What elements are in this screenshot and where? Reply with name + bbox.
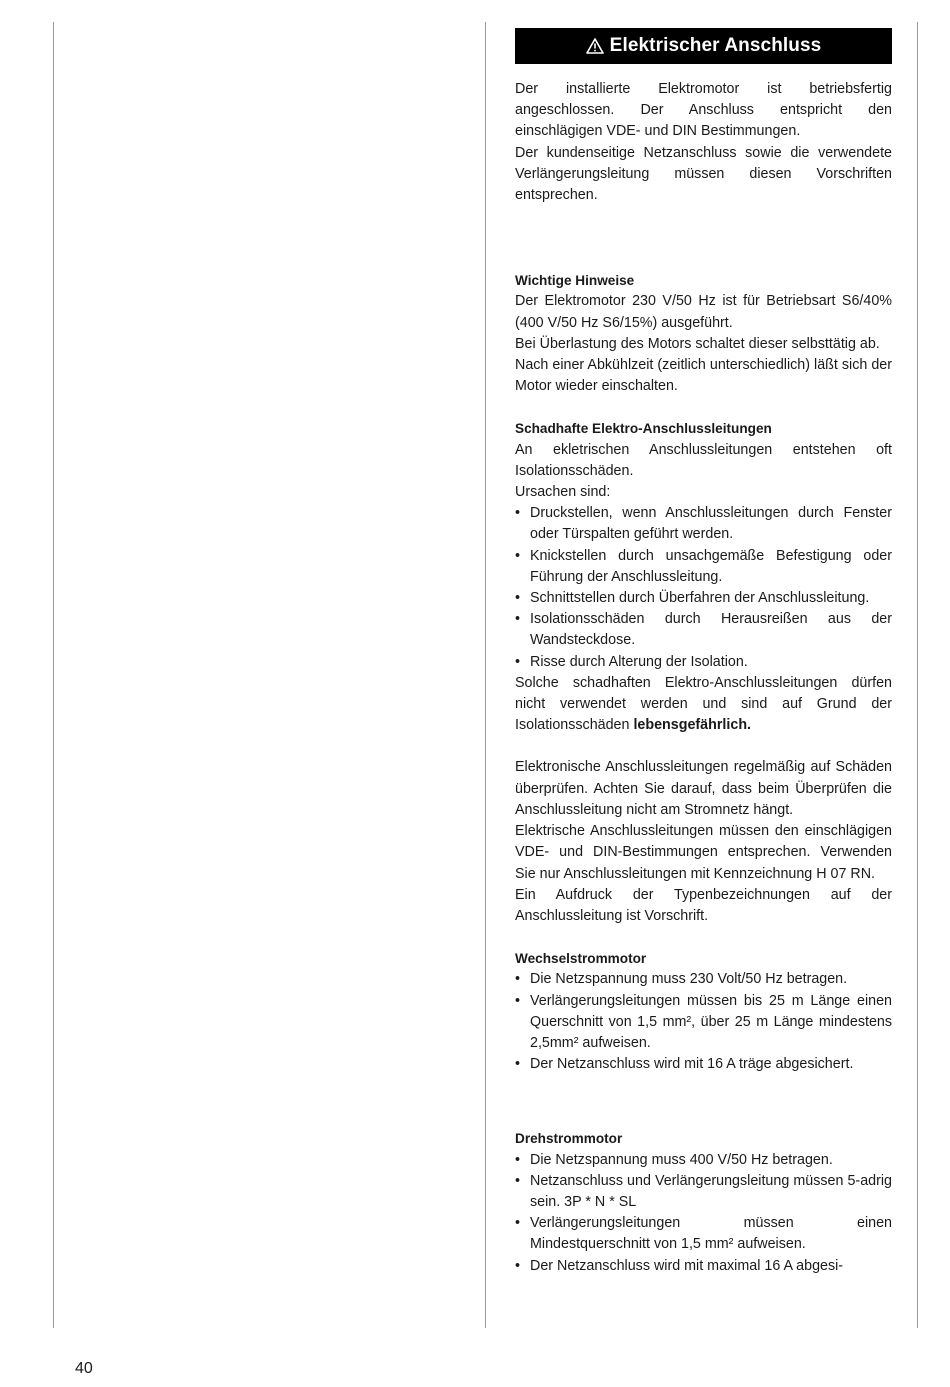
wechsel-list: [515, 969, 892, 1075]
right-margin-rule: [917, 22, 918, 1328]
intro-paragraph-1: Der installierte Elektromotor ist betriebsfertig angeschlossen. Der Anschluss entspricht den einschlägigen VDE- und DIN Bestimmungen.: [515, 81, 892, 140]
intro-paragraph-2: Der kundenseitige Netzanschluss sowie die verwendete Verlängerungsleitung müssen diesen Vorschriften entsprechen.: [515, 144, 892, 204]
list-item: • Verlängerungsleitungen müssen einen Mindestquerschnitt von 1,5 mm² aufweisen.: [515, 1213, 892, 1255]
danger-emphasis: lebensgefährlich.: [633, 717, 752, 734]
schadhaft-heading: Schadhafte Elektro-Anschlussleitungen: [515, 421, 772, 437]
list-item: • Schnittstellen durch Überfahren der Anschlussleitung.: [515, 588, 892, 609]
section-title: Elektrischer Anschluss: [609, 35, 822, 57]
ursachen-list: [515, 503, 892, 673]
list-item: • Der Netzanschluss wird mit maximal 16 A abgesi-: [515, 1256, 892, 1277]
wechsel-heading: Wechselstrommotor: [515, 951, 647, 967]
dreh-list: [515, 1150, 892, 1277]
page-number: 40: [75, 1360, 93, 1377]
list-item: • Risse durch Alterung der Isolation.: [515, 652, 892, 673]
list-item: • Knickstellen durch unsachgemäße Befestigung oder Führung der Anschlussleitung.: [515, 546, 892, 588]
list-item: • Die Netzspannung muss 400 V/50 Hz betragen.: [515, 1150, 892, 1171]
hinweise-heading: Wichtige Hinweise: [515, 273, 635, 289]
right-column: [515, 28, 892, 1277]
list-item: • Netzanschluss und Verlängerungsleitung müssen 5-adrig sein. 3P * N * SL: [515, 1171, 892, 1213]
list-item: • Die Netzspannung muss 230 Volt/50 Hz betragen.: [515, 969, 892, 990]
warning-triangle-icon: [586, 38, 604, 54]
list-item: • Verlängerungsleitungen müssen bis 25 m Länge einen Querschnitt von 1,5 mm², über 25 m Länge mindestens 2,5mm² aufweisen.: [515, 991, 892, 1055]
pruefung-paragraph-2: Elektrische Anschlussleitungen müssen den einschlägigen VDE- und DIN-Bestimmungen entsprechen. Verwenden Sie nur Anschlussleitungen mit Kennzeichnung H 07 RN.: [515, 823, 892, 882]
pruefung-paragraph-3: Ein Aufdruck der Typenbezeichnungen auf der Anschlussleitung ist Vorschrift.: [515, 886, 892, 924]
list-item: • Isolationsschäden durch Herausreißen aus der Wandsteckdose.: [515, 609, 892, 651]
schadhaft-closing: [515, 673, 892, 737]
schadhaft-intro: An ekletrischen Anschlussleitungen entstehen oft Isolationsschäden.: [515, 441, 892, 479]
dreh-heading: Drehstrommotor: [515, 1131, 623, 1147]
left-margin-rule: [53, 22, 54, 1328]
pruefung-paragraph-1: Elektronische Anschlussleitungen regelmäßig auf Schäden überprüfen. Achten Sie darauf, dass beim Überprüfen die Anschlussleitung nicht am Stromnetz hängt.: [515, 759, 892, 818]
list-item: • Der Netzanschluss wird mit 16 A träge abgesichert.: [515, 1054, 892, 1075]
ursachen-label: Ursachen sind:: [515, 484, 611, 501]
hinweise-line-1: Der Elektromotor 230 V/50 Hz ist für Betriebsart S6/40% (400 V/50 Hz S6/15%) ausgeführt.: [515, 293, 892, 331]
hinweise-line-3: Nach einer Abkühlzeit (zeitlich unterschiedlich) läßt sich der Motor wieder einschalten.: [515, 357, 892, 395]
center-column-rule: [485, 22, 486, 1328]
list-item: • Druckstellen, wenn Anschlussleitungen durch Fenster oder Türspalten geführt werden.: [515, 503, 892, 545]
hinweise-line-2: Bei Überlastung des Motors schaltet dieser selbsttätig ab.: [515, 335, 880, 352]
schadhaft-closing-text: Solche schadhaften Elektro-Anschlussleitungen dürfen nicht verwendet werden und sind auf Grund der Isolationsschäden: [515, 674, 892, 734]
section-header: [515, 28, 892, 64]
